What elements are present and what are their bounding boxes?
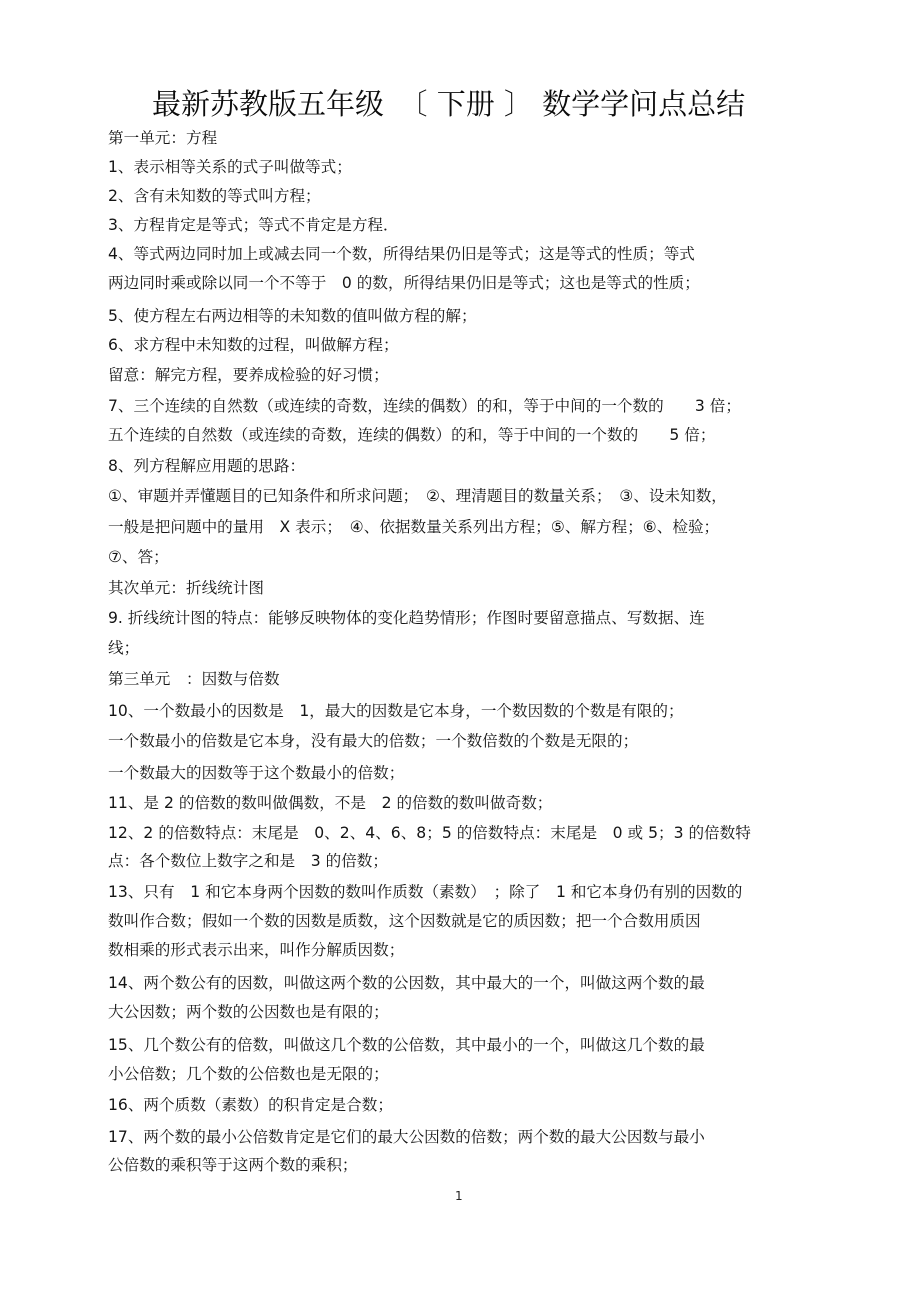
text-line: 一般是把问题中的量用 X 表示； ④、依据数量关系列出方程；⑤、解方程；⑥、检验； bbox=[108, 518, 720, 536]
text-line: 大公因数；两个数的公因数也是有限的； bbox=[108, 1003, 389, 1021]
text-line: 14、两个数公有的因数，叫做这两个数的公因数，其中最大的一个，叫做这两个数的最 bbox=[108, 974, 705, 992]
text-line: 4、等式两边同时加上或减去同一个数，所得结果仍旧是等式；这是等式的性质；等式 bbox=[108, 245, 695, 263]
page-number: 1 bbox=[455, 1189, 463, 1203]
text-line: 公倍数的乘积等于这两个数的乘积； bbox=[108, 1156, 358, 1174]
text-line: 12、2 的倍数特点：末尾是 0、2、4、6、8；5 的倍数特点：末尾是 0 或 5；3 的倍数特 bbox=[108, 824, 751, 842]
text-line: 留意：解完方程，要养成检验的好习惯； bbox=[108, 366, 389, 384]
text-line: 五个连续的自然数（或连续的奇数，连续的偶数）的和，等于中间的一个数的 5 倍； bbox=[108, 426, 716, 444]
text-line: 13、只有 1 和它本身两个因数的数叫作质数（素数） ；除了 1 和它本身仍有别的因数的 bbox=[108, 883, 743, 901]
text-line: 一个数最小的倍数是它本身，没有最大的倍数；一个数倍数的个数是无限的； bbox=[108, 732, 639, 750]
text-line: ⑦、答； bbox=[108, 548, 169, 566]
section-heading-unit-1: 第一单元：方程 bbox=[108, 129, 218, 147]
text-line: 数叫作合数；假如一个数的因数是质数，这个因数就是它的质因数；把一个合数用质因 bbox=[108, 912, 701, 930]
section-heading-unit-2: 其次单元：折线统计图 bbox=[108, 579, 264, 597]
text-line: 两边同时乘或除以同一个不等于 0 的数，所得结果仍旧是等式；这也是等式的性质； bbox=[108, 274, 700, 292]
text-line: 点：各个数位上数字之和是 3 的倍数； bbox=[108, 852, 388, 870]
text-line: 2、含有未知数的等式叫方程； bbox=[108, 187, 321, 205]
document-title: 最新苏教版五年级 〔 下册 〕 数学学问点总结 bbox=[152, 87, 746, 121]
text-line: 7、三个连续的自然数（或连续的奇数，连续的偶数）的和，等于中间的一个数的 3 倍； bbox=[108, 397, 741, 415]
text-line: 1、表示相等关系的式子叫做等式； bbox=[108, 158, 352, 176]
text-line: 小公倍数；几个数的公倍数也是无限的； bbox=[108, 1065, 389, 1083]
text-line: 15、几个数公有的倍数，叫做这几个数的公倍数，其中最小的一个，叫做这几个数的最 bbox=[108, 1036, 705, 1054]
text-line: 16、两个质数（素数）的积肯定是合数； bbox=[108, 1096, 393, 1114]
text-line: 3、方程肯定是等式；等式不肯定是方程． bbox=[108, 216, 399, 234]
section-heading-unit-3: 第三单元 ：因数与倍数 bbox=[108, 670, 280, 688]
text-line: 数相乘的形式表示出来，叫作分解质因数； bbox=[108, 941, 405, 959]
text-line: 9. 折线统计图的特点：能够反映物体的变化趋势情形；作图时要留意描点、写数据、连 bbox=[108, 609, 705, 627]
text-line: ①、审题并弄懂题目的已知条件和所求问题； ②、理清题目的数量关系； ③、设未知数， bbox=[108, 487, 727, 505]
text-line: 8、列方程解应用题的思路： bbox=[108, 457, 306, 475]
text-line: 线； bbox=[108, 639, 140, 657]
text-line: 6、求方程中未知数的过程，叫做解方程； bbox=[108, 336, 399, 354]
text-line: 一个数最大的因数等于这个数最小的倍数； bbox=[108, 764, 405, 782]
text-line: 11、是 2 的倍数的数叫做偶数，不是 2 的倍数的数叫做奇数； bbox=[108, 794, 553, 812]
text-line: 10、一个数最小的因数是 1，最大的因数是它本身，一个数因数的个数是有限的； bbox=[108, 702, 684, 720]
text-line: 5、使方程左右两边相等的未知数的值叫做方程的解； bbox=[108, 307, 477, 325]
text-line: 17、两个数的最小公倍数肯定是它们的最大公因数的倍数；两个数的最大公因数与最小 bbox=[108, 1128, 705, 1146]
